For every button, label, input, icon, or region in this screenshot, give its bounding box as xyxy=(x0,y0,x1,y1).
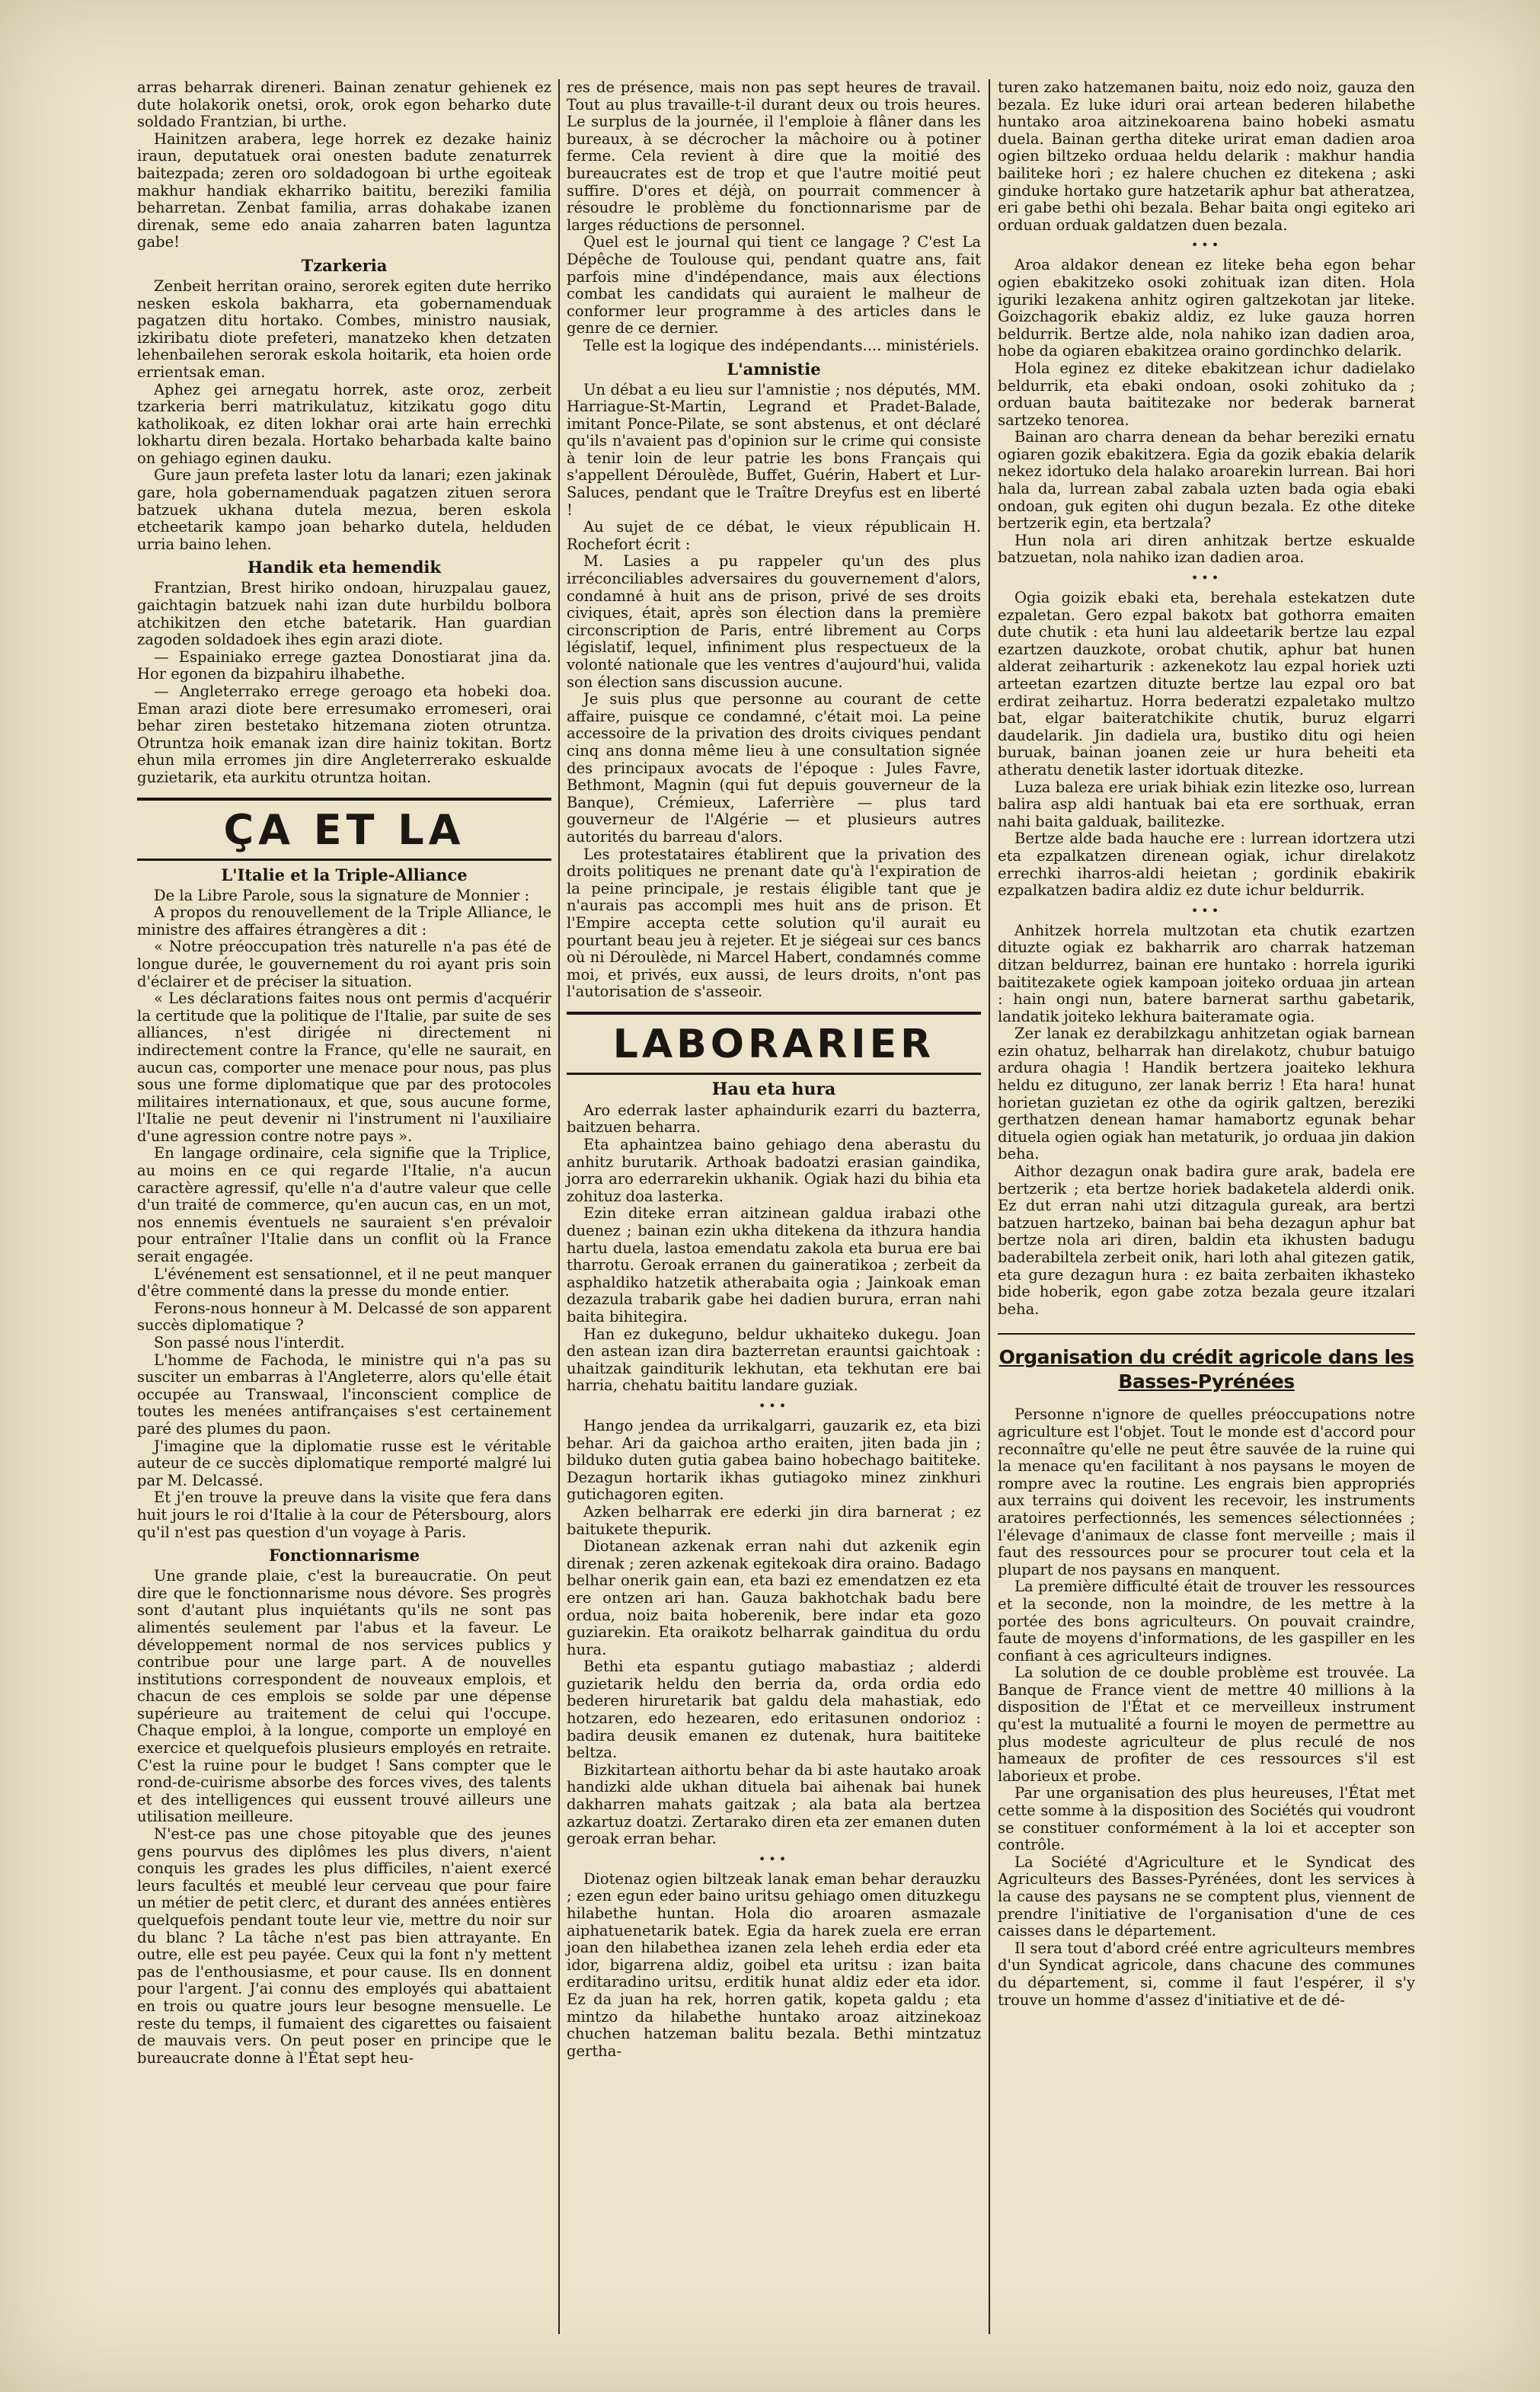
paragraph: N'est-ce pas une chose pitoyable que des jeunes gens pourvus des diplômes les plus divers, n'aient conquis les grades les plus difficiles, n'aient exercé leurs facultés et meublé leur cerveau que pour faire un métier de petit clerc, et durant des années entières quelquefois pendant toute leur vie, mettre du noir sur du blanc ? La tâche n'est pas bien attrayante. En outre, elle est peu payée. Ceux qui la font n'y mettent pas de l'enthousiasme, et pour cause. Ils en donnent pour l'argent. J'ai connu des employés qui abattaient en trois ou quatre jours leur besogne mensuelle. Le reste du temps, il fumaient des cigarettes ou faisaient de mauvais vers. On peut poser en principe que le bureaucrate donne à l'État sept heu- xyxy=(137,1825,551,2067)
column-rule-1 xyxy=(558,79,560,2334)
paragraph: Ogia goizik ebaki eta, berehala estekatzen dute ezpaletan. Gero ezpal bakotx bat gothorra emaiten dute chutik : eta huni lau aldeetarik bertze lau ezpal ezartzen dauzkote, orobat chutik, aphur bat hunen alderat zeiharturik : azkenekotz lau ezpal horiek uzti arteetan ezartzen dituzte bertze lau ezpal oro bat erdirat zeihartuz. Horra bederatzi ezpaletako multzo bat, elgar baiteratchikite chutik, buruz elgarri daudelarik. Jin dadiela ura, bustiko ditu ogi heien buruak, bainan joanen zeie ur hura beheiti eta atheratu denetik laster idortuak ditezke. xyxy=(998,589,1415,779)
paragraph: De la Libre Parole, sous la signature de Monnier : xyxy=(154,886,530,904)
paragraph: Je suis plus que personne au courant de cette affaire, puisque ce condamné, c'était moi. La peine accessoire de la privation des droits civiques pendant cinq ans donna même lieu à une consultation signée des principaux avocats de l'époque : Jules Favre, Bethmont, Magnin (qui fut depuis gouverneur de la Banque), Crémieux, Laferrière — plus tard gouverneur de l'Algérie — et plusieurs autres autorités du barreau d'alors. xyxy=(567,690,981,846)
paragraph: — Espainiako errege gaztea Donostiarat jina da. Hor egonen da bizpahiru ilhabethe. xyxy=(137,648,551,683)
paragraph: Ferons-nous honneur à M. Delcassé de son apparent succès diplomatique ? xyxy=(137,1299,551,1335)
paragraph: Par une organisation des plus heureuses, l'État met cette somme à la disposition des Sociétés qui voudront se constituer conformément à la loi et accepter son contrôle. xyxy=(998,1784,1415,1854)
paragraph: Aroa aldakor denean ez liteke beha egon behar ogien ebakitzeko osoki zohituak izan diten. Hola iguriki lezakena anhitz ogiren galtzekotan jar liteke. Goizchagorik ebakiz aldiz, ez luke gauza horren beldurrik. Bertze alde, nola nahiko izan dadien aroa, hobe da ogiaren ebakitzea oraino gordinchko delarik. xyxy=(998,256,1415,360)
masthead-title: ÇA ET LA xyxy=(223,805,465,854)
paragraph: M. Lasies a pu rappeler qu'un des plus irréconciliables adversaires du gouvernement d'alors, condamné à huit ans de prison, privé de ses droits civiques, était, après son élection dans la première circonscription de Paris, entré librement au Corps législatif, lequel, infiniment plus respectueux de la volonté nationale que les ventres d'aujourd'hui, valida son élection sans discussion aucune. xyxy=(567,552,981,691)
paragraph: Luza baleza ere uriak bihiak ezin litezke oso, lurrean balira asp aldi hantuak bai eta ere sorthuak, erran nahi baita galduak, bailitezke. xyxy=(998,778,1415,830)
paragraph: Han ez dukeguno, beldur ukhaiteko dukegu. Joan den astean izan dira bazterretan erauntsi gaichtoak : uhaitzak gainditurik lekhutan, eta tekhutan ere bai harria, chehatu baititu landare guziak. xyxy=(567,1325,981,1395)
paragraph: J'imagine que la diplomatie russe est le véritable auteur de ce succès diplomatique remporté malgré lui par M. Delcassé. xyxy=(137,1437,551,1489)
paragraph: La solution de ce double problème est trouvée. La Banque de France vient de mettre 40 millions à la disposition de l'État et ce merveilleux instrument qu'est la mutualité a fourni le moyen de permettre au plus modeste agriculteur de plus reculé de nos hameaux de profiter de ces ressources s'il est laborieux et probe. xyxy=(998,1664,1415,1785)
section-heading: L'Italie et la Triple-Alliance xyxy=(221,865,468,884)
paragraph: Un débat a eu lieu sur l'amnistie ; nos députés, MM. Harriague-St-Martin, Legrand et Pradet-Balade, imitant Ponce-Pilate, se sont abstenus, et ont déclaré qu'ils n'avaient pas d'opinion sur le crime qui consiste à tenir loin de leur patrie les bons Français qui s'appellent Déroulède, Buffet, Guérin, Habert et Lur-Saluces, pendant que le Traître Dreyfus est en liberté ! xyxy=(567,380,981,519)
paragraph: Aithor dezagun onak badira gure arak, badela ere bertzerik ; eta bertze horiek badaketela alderdi onik. Ez dut erran nahi utzi ditzagula gureak, ara bertzi batzuen hartzeko, bainan bai beha dezagun aphur bat bertze nola ari diren, baldin eta ikhusten badugu baderabiltela zerbeit onik, hari loth ahal gitezen gatik, eta gure dezagun hura : ez baita zerbaiten ikhasteko bide hoberik, egon gabe zotza bezala geure itzalari beha. xyxy=(998,1162,1415,1318)
paragraph: Bethi eta espantu gutiago mabastiaz ; alderdi guzietarik heldu den berria da, orda ordia edo bederen hiruretarik bat galdu dela mahastiak, edo hotzaren, edo hezearen, edo eritasunen ondorioz : badira deusik emanen ez dutenak, hura baititeke beltza. xyxy=(567,1658,981,1762)
section-heading: Handik eta hemendik xyxy=(248,558,441,577)
paragraph: Gure jaun prefeta laster lotu da lanari; ezen jakinak gare, hola gobernamenduak pagatzen zituen serora batzuek ukhana dutela mezua, beren eskola etcheetarik kampo joan beharko dutela, helduden urria baino lehen. xyxy=(137,466,551,553)
paragraph: La première difficulté était de trouver les ressources et la seconde, non la moindre, de les mettre à la portée des bons agriculteurs. On pouvait craindre, faute de moyens d'informations, de les gaspiller en les confiant à ces agriculteurs indignes. xyxy=(998,1578,1415,1664)
section-heading: Tzarkeria xyxy=(301,255,388,275)
paragraph: Hainitzen arabera, lege horrek ez dezake hainiz iraun, deputatuek orai onesten badute zenaturrek baitezpada; zeren oro soldadogoan bi urthe egoiteak makhur handiak ekharriko baititu, bereziki familia beharretan. Zenbat familia, arras dohakabe izanen direnak, seme edo anaia zaharren baten laguntza gabe! xyxy=(137,130,551,251)
column-3 xyxy=(998,79,1415,2009)
paragraph: La Société d'Agriculture et le Syndicat des Agriculteurs des Basses-Pyrénées, dont les services à la cause des paysans ne se comptent plus, viennent de prendre l'initiative de l'organisation d'une de ces caisses dans le département. xyxy=(998,1853,1415,1940)
article-title xyxy=(998,1333,1415,1394)
paragraph: Hun nola ari diren anhitzak bertze eskualde batzuetan, nola nahiko izan dadien aroa. xyxy=(998,531,1415,567)
paragraph: Frantzian, Brest hiriko ondoan, hiruzpalau gauez, gaichtagin batzuek nahi izan dute hurbildu bolbora atchikitzen den etche batetarik. Han guardian zagoden soldadoek ihes egin arazi diote. xyxy=(137,579,551,649)
section-masthead xyxy=(137,798,551,861)
paragraph: A propos du renouvellement de la Triple Alliance, le ministre des affaires étrangères a dit : xyxy=(137,903,551,939)
paragraph: Azken belharrak ere ederki jin dira barnerat ; ez baitukete thepurik. xyxy=(567,1502,981,1538)
paragraph: Hango jendea da urrikalgarri, gauzarik ez, eta bizi behar. Ari da gaichoa artho eraiten, jiten bada jin ; bilduko duten gutia gabea baino hobechago baititeke. Dezagun hortarik ikhas gutiagoko minez zinkhuri gutichagoren egiten. xyxy=(567,1416,981,1504)
paragraph: Les protestataires établirent que la privation des droits politiques ne prenant date qu'à l'expiration de la peine principale, je restais éligible tant que je n'aurais pas accompli mes huit ans de prison. Et l'Empire accepta cette solution qu'il aurait eu pourtant beau jeu à rejeter. Et je siégeai sur ces bancs où ni Déroulède, ni Marcel Habert, condamnés comme moi, et privés, eux aussi, de leurs droits, n'ont pas l'autorisation de s'asseoir. xyxy=(567,845,981,1001)
column-2 xyxy=(567,79,981,2060)
paragraph: Quel est le journal qui tient ce langage ? C'est La Dépêche de Toulouse qui, pendant quatre ans, fait parfois mine d'indépendance, mais aux élections combat les candidats qui auraient le malheur de conformer leur programme à des articles dans le genre de ce dernier. xyxy=(567,233,981,337)
paragraph: Bainan aro charra denean da behar bereziki ernatu ogiaren gozik ebakitzera. Egia da gozik ebakia delarik nekez idortuko dela halako aroarekin lurrean. Bai hori hala da, lurrean zabal zabala uzten bada ogia ebaki ondoan, guk egiten ohi dugun bezala. Ez othe diteke bertzerik egin, eta bertzala? xyxy=(998,428,1415,532)
paragraph: Aphez gei arnegatu horrek, aste oroz, zerbeit tzarkeria berri matrikulatuz, kitzikatu gogo ditu katholikoak, ez diten lokhar orai arte hain errechki lokhartu diren bezala. Hortako beharbada kalte baino on gehiago eginen dauku. xyxy=(137,380,551,467)
paragraph: Au sujet de ce débat, le vieux républicain H. Rochefort écrit : xyxy=(567,518,981,553)
paragraph: Ezin diteke erran aitzinean galdua irabazi othe duenez ; bainan ezin ukha ditekena da ithzura handia hartu duela, lastoa emendatu zakola eta burua ere bai tharrotu. Geroak erranen du gaineratikoa ; zerbeit da asphaldiko hatzetik atherabaita ogia ; Jainkoak eman dezazula trabarik gabe hei dadien burura, erran nahi baita bihitegira. xyxy=(567,1204,981,1326)
paragraph: Eta aphaintzea baino gehiago dena aberastu du anhitz burutarik. Arthoak badoatzi erasian gaindika, jorra aro ederrarekin ukhanik. Ogiak hazi du bihia eta zohituz doa lasterka. xyxy=(567,1136,981,1205)
section-separator: ••• xyxy=(758,1851,790,1866)
paragraph: Il sera tout d'abord créé entre agriculteurs membres d'un Syndicat agricole, dans chacune des communes du département, si, comme il faut l'espérer, il s'y trouve un homme d'assez d'initiative et de dé- xyxy=(998,1939,1415,2009)
paragraph: Zer lanak ez derabilzkagu anhitzetan ogiak barnean ezin ohatuz, belharrak han direlakotz, chubur batuigo ardura ohagia ! Handik bertzera joaiteko lekhura heldu ez dituguno, zer lanak berriz ! Eta hara! hunat horietan guzietan ez othe da ogirik galtzen, bereziki gerthatzen denean hamar hamabortz egunak behar dituela ogien ogiak han metaturik, jo orduaa jin dakion beha. xyxy=(998,1025,1415,1163)
paragraph: — Angleterrako errege geroago eta hobeki doa. Eman arazi diote bere erresumako erromeseri, orai behar ziren bestetako hitzemana zioten otruntza. Otruntza hoik emanak izan dire hainiz tokitan. Bortz ehun mila erromes jin dire Angleterrerako eskualde guzietarik, eta aurkitu otruntza hoitan. xyxy=(137,683,551,786)
section-separator: ••• xyxy=(1190,903,1222,918)
paragraph: arras beharrak direneri. Bainan zenatur gehienek ez dute holakorik onetsi, orok, orok egon beharko dute soldado Frantzian, bi urthe. xyxy=(137,78,551,131)
paragraph: En langage ordinaire, cela signifie que la Triplice, au moins en ce qui regarde l'Italie, n'a aucun caractère agressif, qu'elle n'a d'autre valeur que celle d'un traité de commerce, qu'en aucun cas, en un mot, nos ennemis éventuels ne sauraient s'en prévaloir pour entraîner l'Italie dans un conflit où la France serait engagée. xyxy=(137,1144,551,1266)
section-masthead xyxy=(567,1012,981,1075)
paragraph: Personne n'ignore de quelles préoccupations notre agriculture est l'objet. Tout le monde est d'accord pour reconnaître qu'elle ne peut être sauvée de la ruine qui la menace qu'en facilitant à nos paysans le moyen de rompre avec la routine. Les engrais bien appropriés aux terrains qui doivent les recevoir, les instruments aratoires perfectionnés, les semences sélectionnées ; l'élevage d'animaux de classe font merveille ; mais il faut des ressources pour se procurer tout cela et la plupart de nos paysans en manquent. xyxy=(998,1405,1415,1578)
masthead-title: LABORARIER xyxy=(612,1021,935,1067)
section-heading: Fonctionnarisme xyxy=(268,1546,420,1565)
column-1 xyxy=(137,79,551,2067)
column-rule-2 xyxy=(989,79,990,2334)
paragraph: L'homme de Fachoda, le ministre qui n'a pas su susciter un embarras à l'Angleterre, alors qu'elle était occupée au Transwaal, l'inconscient complice de toutes les menées antifrançaises s'est certainement paré des plumes du paon. xyxy=(137,1351,551,1437)
column-subtitle: Hau eta hura xyxy=(711,1079,836,1099)
section-separator: ••• xyxy=(758,1398,790,1413)
paragraph: Diotenaz ogien biltzeak lanak eman behar derauzku ; ezen egun eder baino uritsu gehiago omen dituzkegu hilabethe huntan. Hola dio aroaren asmazale aiphatuenetarik batek. Egia da harek zuela ere erran joan den hilabethea izanen zela leheh erdia eder eta idor, bigarrena aldiz, goibel eta uritsu : izan baita erditaradino uritsu, erditik hunat aldiz eder eta idor. Ez da juan ha rek, horren gatik, kopeta galdu ; eta mintzo da hilabethe huntako aroaz aitzinekoaz chuchen hatzeman balitu bezala. Bethi mintzatuz gertha- xyxy=(567,1869,981,2060)
paragraph: Hola eginez ez diteke ebakitzean ichur dadielako beldurrik, eta ebaki ondoan, osoki zohituko da ; orduan bauta baititezake nor bederak barnerat sartzeko tenorea. xyxy=(998,359,1415,429)
paragraph: Diotanean azkenak erran nahi dut azkenik egin direnak ; zeren azkenak egitekoak dira oraino. Badago belhar onerik gain ean, eta bazi ez emendatzen ez eta ere ontzen ari han. Gauza bakhotchak badu bere ordua, noiz baita hoberenik, bere indar eta gozo guziarekin. Eta oraikotz belharrak gainditua du ordu hura. xyxy=(567,1537,981,1658)
paragraph: Zenbeit herritan oraino, serorek egiten dute herriko nesken eskola bakharra, eta gobernamenduak pagatzen ditu hortako. Combes, ministro nausiak, izkiribatu diote prefeteri, manatzeko khen detzaten lehenbailehen serorak eskola hoitarik, eta hoien orde errientsak eman. xyxy=(137,277,551,381)
paragraph: « Les déclarations faites nous ont permis d'acquérir la certitude que la politique de l'Italie, par suite de ses alliances, n'est dirigée ni directement ni indirectement contre la France, qu'elle ne saurait, en aucun cas, comporter une menace pour nous, pas plus sous une forme diplomatique que par des protocoles militaires internationaux, et que, sous aucune forme, l'Italie ne peut devenir ni l'instrument ni l'auxiliaire d'une agression contre notre pays ». xyxy=(137,990,551,1145)
paragraph: Telle est la logique des indépendants.... ministériels. xyxy=(583,336,979,354)
article-title-text: Organisation du crédit agricole dans les Basses-Pyrénées xyxy=(998,1346,1414,1393)
section-heading: L'amnistie xyxy=(727,359,821,379)
paragraph: Aro ederrak laster aphaindurik ezarri du bazterra, baitzuen beharra. xyxy=(567,1101,981,1137)
section-separator: ••• xyxy=(1190,238,1222,253)
paragraph: Une grande plaie, c'est la bureaucratie. On peut dire que le fonctionnarisme nous dévore. Ses progrès sont d'autant plus inquiétants qu'ils ne sont pas alimentés seulement par l'abus et la faveur. Le développement normal de nos services publics y contribue pour une large part. A de nouvelles institutions correspondent de nouveaux emplois, et chacun de ces emplois se solde par une dépense supérieure au traitement de celui qui l'occupe. Chaque emploi, à la longue, comporte un employé en exercice et quelquefois plusieurs employés en retraite. C'est la ruine pour le budget ! Sans compter que le rond-de-cuirisme absorbe des forces vives, des talents et des intelligences qui eussent trouvé ailleurs une utilisation meilleure. xyxy=(137,1567,551,1826)
paragraph: Son passé nous l'interdit. xyxy=(154,1334,345,1351)
section-separator: ••• xyxy=(1190,571,1222,586)
paragraph: Bertze alde bada hauche ere : lurrean idortzera utzi eta ezpalkatzen direnean ogiak, ichur direlakotz errechki iharros-aldi heietan ; gordinik ebakirik ezpalkatzen badira aldiz ez dute ichur beldurrik. xyxy=(998,830,1415,900)
paragraph: Et j'en trouve la preuve dans la visite que fera dans huit jours le roi d'Italie à la cour de Pétersbourg, alors qu'il n'est pas question d'un voyage à Paris. xyxy=(137,1489,551,1541)
paragraph: turen zako hatzemanen baitu, noiz edo noiz, gauza den bezala. Ez luke iduri orai artean bederen hilabethe huntako aroa aitzinekoarena baino hobeki asmatu duela. Bainan gertha diteke urirat eman dadien aroa ogien biltzeko orduaa heldu delarik : makhur handia bailiteke hori ; ez halere chuchen ez ditekena ; aski ginduke hortako gure hatzetarik aphur bat atheratzea, eri gabe bethi ohi bezala. Behar baita ongi egiteko ari orduan orduak galdatzen duen bezala. xyxy=(998,78,1415,234)
paragraph: L'événement est sensationnel, et il ne peut manquer d'être commenté dans la presse du monde entier. xyxy=(137,1265,551,1300)
paragraph: Anhitzek horrela multzotan eta chutik ezartzen dituzte ogiak ez bakharrik aro charrak hatzeman ditzan beldurrez, bainan ere huntako : horrela iguriki baititezakete ogiek kampoan joiteko orduaa jin artean : hain ongi nun, batere barnerat sarthu gabetarik, landatik joiteko lekhura baiteramate ogia. xyxy=(998,921,1415,1025)
paragraph: Bizkitartean aithortu behar da bi aste hautako aroak handizki alde ukhan dituela bai aihenak bai hunek dakharren mahats gaitzak ; ala bata ala bertzea azkartuz doatzi. Zertarako diren eta zer emanen duten geroak erran behar. xyxy=(567,1760,981,1848)
paragraph: res de présence, mais non pas sept heures de travail. Tout au plus travaille-t-il durant deux ou trois heures. Le surplus de la journée, il l'emploie à flâner dans les bureaux, à se décrocher la mâchoire ou à potiner ferme. Cela revient à dire que la moitié des bureaucrates est de trop et que l'autre moitié peut suffire. D'ores et déjà, on pourrait commencer à résoudre le problème du fonctionnarisme par de larges réductions de personnel. xyxy=(567,78,981,234)
paragraph: « Notre préoccupation très naturelle n'a pas été de longue durée, le gouvernement du roi ayant pris soin d'éclairer et de préciser la situation. xyxy=(137,938,551,990)
